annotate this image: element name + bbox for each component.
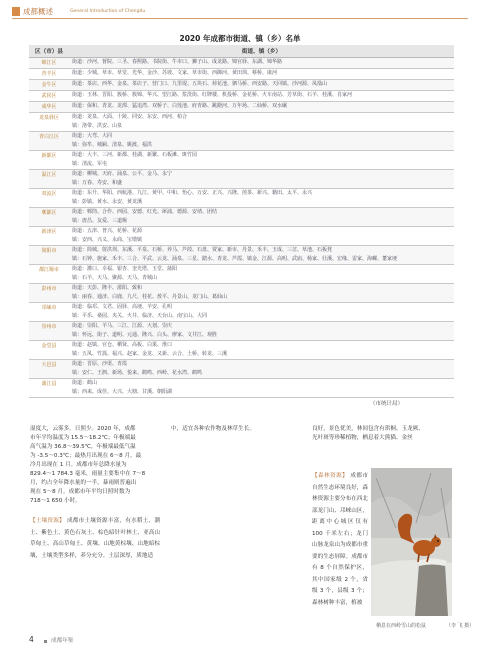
towns-line: 街道：鹤山 [72,380,98,386]
towns-cell [69,379,454,398]
table-header-row [29,45,454,58]
towns-line: 街道：少城、草市、草堂、光华、金沙、苏坡、文家、草市街、西御河、黄田坝、蔡桥、康河 [72,70,278,76]
towns-cell [69,322,454,341]
header-rule [12,18,468,19]
body-line: 光叶斑等珍稀植物，栖息着大熊猫、金丝 [312,435,413,441]
towns-line: 镇：安西、兴义、永商、宝墩镇 [72,237,143,243]
towns-cell [69,151,454,170]
footer-separator [44,640,47,643]
table-body [29,58,454,398]
squirrel-photo [371,468,452,616]
soil-resources-heading: 【土壤资源】 [30,518,65,524]
district-cell: 温江区 [29,170,69,189]
towns-cell [69,102,454,113]
towns-line: 街道：五津、普兴、花桥、花源 [72,228,143,234]
forest-paragraph [312,471,368,609]
table-row [29,91,454,102]
towns-line: 镇：万春、寿安、和盛 [72,180,123,186]
district-cell: 龙泉驿区 [29,113,69,132]
district-cell: 金牛区 [29,80,69,91]
towns-line: 街道：临邛、文君、固驿、高埂、羊安、孔明 [72,304,173,310]
table-row [29,69,454,80]
district-cell: 新津区 [29,227,69,246]
towns-cell [69,227,454,246]
table-row [29,80,454,91]
towns-cell [69,80,454,91]
table-row [29,208,454,227]
district-cell: 金堂县 [29,341,69,360]
squirrel-image [371,468,452,616]
district-cell: 青白江区 [29,132,69,151]
towns-line: 街道：赵镇、官仓、栖贤、高板、白果、淮口 [72,342,173,348]
towns-cell [69,360,454,379]
soil-resources-text: 成都市土壤资源丰富，有水稻土、潮土、紫色土、黄色石灰土、棕色暗针叶林土、亚高山草甸土、高山草甸土、黄壤、山地黄棕壤、山地暗棕壤，土壤类型多样，养分充分。土层深厚，质地适 [30,518,160,559]
body-line: 中，适宜各种农作物及林草生长。 [171,426,255,432]
towns-line: 街道：崇阳、羊马、三江、江源、大划、崇庆 [72,323,173,329]
towns-line: 街道：玉林、晋阳、簇桥、簇锦、华兴、望江路、浆洗街、红牌楼、机投桥、金花桥、火车南站、芳草街、石羊、桂溪、肖家河 [72,92,353,98]
towns-line: 街道：柳城、天府、涌泉、公平、金马、永宁 [72,171,173,177]
towns-line: 街道：沙河、督院、三圣、春熙路、书院街、牛市口、狮子山、成龙路、锦官驿、东湖、锦华路 [72,59,283,65]
towns-cell [69,341,454,360]
table-row [29,284,454,303]
towns-line: 镇：弥牟、城厢、清泉、姚渡、福洪 [72,142,153,148]
district-cell: 青羊区 [29,69,69,80]
towns-line: 镇：清流、军屯 [72,161,108,167]
table-row [29,102,454,113]
district-cell: 蒲江县 [29,379,69,398]
table-row [29,322,454,341]
table-row [29,58,454,69]
towns-line: 镇：石钟、施家、禾丰、三合、平武、云龙、涌泉、三星、踏水、青龙、芦霞、镇金、江源、高明、武庙、杨家、壮溪、宏缘、雷家、海螺、董家埂 [72,256,398,262]
table-row [29,265,454,284]
district-cell: 新都区 [29,151,69,170]
table-row [29,379,454,398]
district-cell: 大邑县 [29,360,69,379]
table-title: 2020 年成都市街道、镇（乡）名单 [179,34,301,43]
section-subtitle: General Introduction of Chengdu [70,9,146,14]
forest-resources-text: 成都市自然生态环境良好，森林资源主要分布在西北部龙门山、邛崃山区，距离中心城区仅有 100 千米左右；龙门山脉龙泉山为成都市重要的生态屏障。成都市有 8 个自然保护区，其中国家级 2 个，省级 3 个，县级 3 个；森林树种丰富，植被 [312,473,368,606]
towns-line: 街道：龙泉、大面、十陵、同安、东安、西河、柏合 [72,114,188,120]
table-row [29,360,454,379]
climate-paragraph [30,424,160,505]
section-title: 成都概述 [23,7,53,16]
table-row [29,341,454,360]
towns-cell [69,91,454,102]
towns-cell [69,69,454,80]
towns-line: 街道：晋原、沙渠、青霞 [72,361,128,367]
table-row [29,113,454,132]
table-row [29,170,454,189]
table-row [29,132,454,151]
towns-cell [69,132,454,151]
towns-line: 街道：大弯、大同 [72,133,113,139]
towns-line: 镇：洛带、洪安、山泉 [72,123,123,129]
towns-cell [69,170,454,189]
towns-cell [69,246,454,265]
towns-cell [69,58,454,69]
table-row [29,246,454,265]
source-note: （市统计局） [370,401,404,407]
body-line: 良好，景色优美，林间包含有珙桐、玉龙厥、 [312,426,424,432]
towns-line: 街道：天彭、隆丰、濛阳、致和 [72,285,143,291]
photo-credit: （李 飞 摄） [446,623,475,629]
running-header [12,6,468,20]
district-cell: 双流区 [29,189,69,208]
body-column-2 [171,424,300,436]
table-row [29,303,454,322]
towns-line: 镇：五凤、竹篙、福兴、赵家、金龙、又新、云合、土桥、转龙、三溪 [72,351,228,357]
towns-line: 街道：简城、射洪坝、东溪、平泉、石桥、养马、芦葭、石盘、贾家、新市、丹景、禾丰、玉成、三岔、草池、石板凳 [72,247,333,253]
body-line: 现在 5～8 月。成都市年平均日照时数为 [30,489,131,495]
towns-line: 街道：茶店、西华、金泉、茶店子、营门口、九里堤、五块石、荷花池、驷马桥、西安路、天回镇、沙河源、凤凰山 [72,81,328,87]
towns-line: 镇：西来、成佳、大兴、大塘、甘溪、朝阳湖 [72,389,173,395]
district-cell: 彭州市 [29,284,69,303]
district-cell: 都江堰市 [29,265,69,284]
body-line: 冷月出现在 1 月。成都市年总降水量为 [30,462,127,468]
body-line: 月，约占全年降水量的一半，暴雨则普遍出 [30,480,137,486]
soil-paragraph [30,516,160,562]
towns-table [29,45,454,398]
towns-line: 镇：丽春、通济、白鹿、九尺、桂花、敖平、丹景山、龙门山、葛仙山 [72,294,228,300]
body-line: 829.4～1 784.3 毫米，雨量主要集中在 7～8 [30,471,146,477]
column-header-district: 区（市）县 [29,45,69,58]
district-cell: 成华区 [29,102,69,113]
district-cell: 邛崃市 [29,303,69,322]
towns-line: 镇：彭镇、黄水、永安、黄龙溪 [72,199,143,205]
district-cell: 郫都区 [29,208,69,227]
towns-line: 街道：大丰、三河、新都、桂湖、新繁、石板滩、斑竹园 [72,152,198,158]
table-row [29,227,454,246]
towns-line: 街道：保和、青龙、龙潭、猛追湾、双桥子、白莲池、府青路、跳蹬河、万年场、二仙桥、双水碾 [72,103,288,109]
towns-cell [69,265,454,284]
page-footer [29,635,169,647]
towns-cell [69,303,454,322]
table-row [29,189,454,208]
towns-line: 街道：灌口、幸福、银杏、奎光塔、玉堂、蒲阳 [72,266,178,272]
table-row [29,151,454,170]
towns-line: 镇：怀远、街子、道明、元通、隆兴、白头、廖家、文井江、观胜 [72,332,218,338]
district-cell: 崇州市 [29,322,69,341]
district-cell: 锦江区 [29,58,69,69]
towns-line: 镇：石羊、天马、聚源、天马、青城山 [72,275,158,281]
body-line: 为 -3.5～0.3℃；最热月出现在 6～8 月，最 [30,453,142,459]
body-column-1 [30,424,160,562]
body-line: 市年平均温度为 15.5～18.2℃；年极端最 [30,435,136,441]
towns-cell [69,208,454,227]
towns-line: 街道：东升、华阳、西航港、九江、黄甲、中和、怡心、万安、正兴、兴隆、煎茶、新兴、籍田、太平、永兴 [72,190,313,196]
towns-cell [69,284,454,303]
body-line: 高气温为 36.8～39.5℃，年极端最低气温 [30,444,136,450]
body-column-3-top [312,424,452,442]
body-line: 718～1 650 小时。 [30,498,81,504]
towns-line: 镇：安仁、王泗、新场、悦来、鹤鸣、西岭、花水湾、鹤鸣 [72,370,203,376]
district-cell: 简阳市 [29,246,69,265]
district-cell: 武侯区 [29,91,69,102]
section-marker [12,7,20,16]
towns-line: 镇：平乐、桑园、夹关、火井、临济、天台山、南宝山、大同 [72,313,208,319]
page-number: 4 [29,635,34,644]
body-line: 湿度大，云雾多，日照少。2020 年，成都 [30,426,136,432]
towns-cell [69,113,454,132]
publication-name: 成都年鉴 [51,638,74,644]
towns-line: 街道：郫筒、合作、西园、安德、红光、犀浦、德源、安靖、团结 [72,209,218,215]
forest-resources-heading: 【森林资源】 [312,473,349,479]
photo-caption: 栖息在西岭雪山的松鼠 [376,623,427,629]
column-header-towns: 街道、镇（乡） [69,45,454,58]
towns-line: 镇：唐昌、友爱、三道堰 [72,218,128,224]
towns-cell [69,189,454,208]
